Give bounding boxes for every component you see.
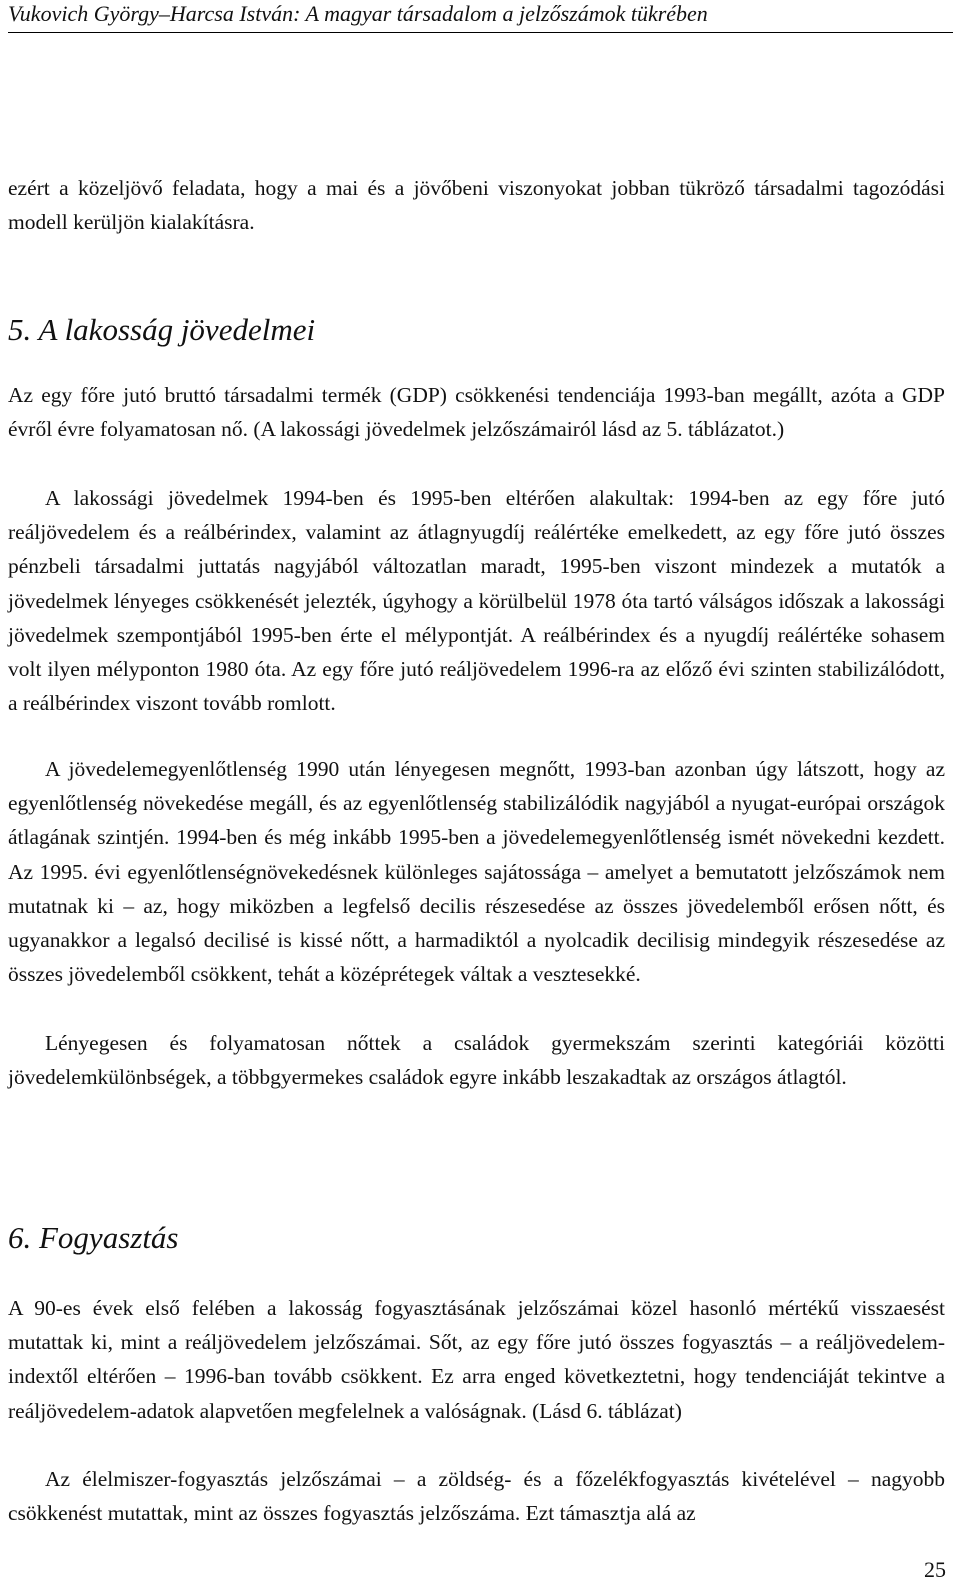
paragraph-families: Lényegesen és folyamatosan nőttek a családok gyermekszám szerinti kategóriái közötti jövedelemkülönbségek, a többgyermekes családok egyre inkább leszakadtak az országos átlagtól.	[8, 1031, 945, 1090]
section-heading-6: 6. Fogyasztás	[8, 1220, 179, 1255]
paragraph-intro-continuation: ezért a közeljövő feladata, hogy a mai és a jövőbeni viszonyokat jobban tükröző társadalmi tagozódási modell kerüljön kialakításra.	[8, 176, 945, 235]
page-number: 25	[924, 1557, 946, 1582]
paragraph-consumption: A 90-es évek első felében a lakosság fogyasztásának jelzőszámai közel hasonló mértékű visszaesést mutattak ki, mint a reáljövedelem jelzőszámai. Sőt, az egy főre jutó összes fogyasztás – a reáljövedelem-indextől eltérően – 1996-ban tovább csökkent. Ez arra enged következtetni, hogy tendenciáját tekintve a reáljövedelem-adatok alapvetően megfelelnek a valóságnak. (Lásd 6. táblázat)	[8, 1296, 945, 1423]
paragraph-income-1994-1995: A lakossági jövedelmek 1994-ben és 1995-ben eltérően alakultak: 1994-ben az egy főre jutó reáljövedelem és a reálbérindex, valamint az átlagnyugdíj reálértéke emelkedett, az egy főre jutó összes pénzbeli társadalmi juttatás nagyjából változatlan maradt, 1995-ben viszont mindezek a mutatók a jövedelmek lényeges csökkenését jelezték, úgyhogy a körülbelül 1978 óta tartó válságos időszak a lakossági jövedelmek szempontjából 1995-ben érte el mélypontját. A reálbérindex és a nyugdíj reálértéke sohasem volt ilyen mélyponton 1980 óta. Az egy főre jutó reáljövedelem 1996-ra az előző évi szinten stabilizálódott, a reálbérindex viszont tovább romlott.	[8, 486, 945, 716]
section-heading-5: 5. A lakosság jövedelmei	[8, 312, 316, 347]
paragraph-gdp: Az egy főre jutó bruttó társadalmi termék (GDP) csökkenési tendenciája 1993-ban megállt, azóta a GDP évről évre folyamatosan nő. (A lakossági jövedelmek jelzőszámairól lásd az 5. táblázatot.)	[8, 383, 945, 442]
paragraph-food-consumption: Az élelmiszer-fogyasztás jelzőszámai – a zöldség- és a főzelékfogyasztás kivételével – nagyobb csökkenést mutattak, mint az összes fogyasztás jelzőszáma. Ezt támasztja alá az	[8, 1467, 945, 1526]
paragraph-inequality: A jövedelemegyenlőtlenség 1990 után lényegesen megnőtt, 1993-ban azonban úgy látszott, hogy az egyenlőtlenség növekedése megáll, és az egyenlőtlenség stabilizálódik nagyjából a nyugat-európai országok átlagának szintjén. 1994-ben és még inkább 1995-ben a jövedelemegyenlőtlenség ismét növekedni kezdett. Az 1995. évi egyenlőtlenségnövekedésnek különleges sajátossága – amelyet a bemutatott jelzőszámok nem mutatnak ki – az, hogy miközben a legfelső decilis részesedése az összes jövedelemből erősen nőtt, és ugyanakkor a legalsó decilisé is kissé nőtt, a harmadiktól a nyolcadik decilisig mindegyik részesedése az összes jövedelemből csökkent, tehát a középrétegek váltak a vesztesekké.	[8, 757, 945, 987]
running-header: Vukovich György–Harcsa István: A magyar társadalom a jelzőszámok tükrében	[8, 0, 953, 33]
